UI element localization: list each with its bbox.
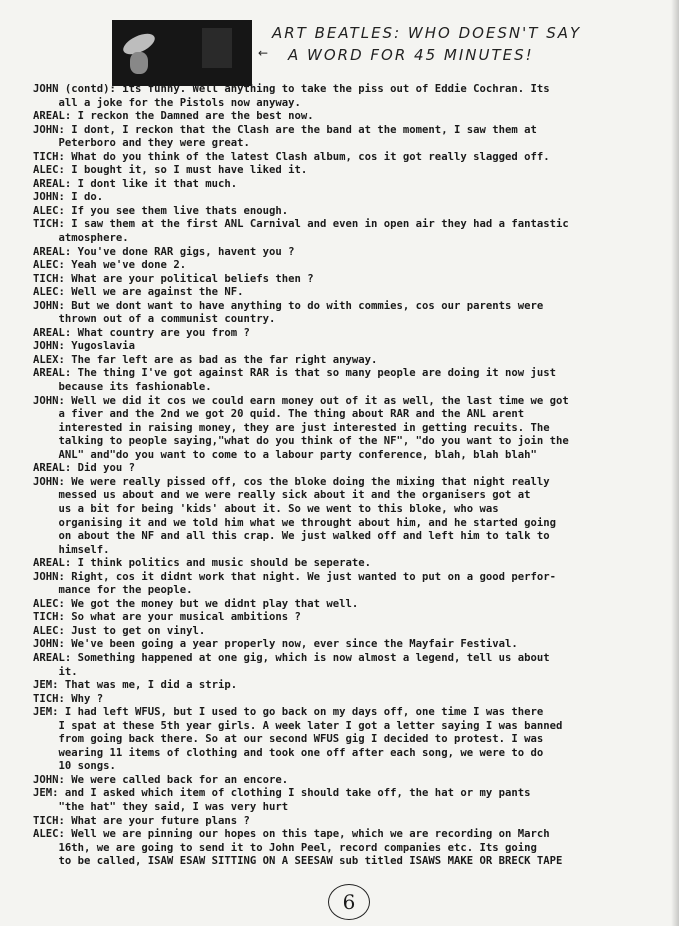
- interview-line: himself.: [33, 543, 110, 556]
- interview-line: from going back there. So at our second WFUS gig I decided to protest. I was: [33, 733, 544, 746]
- interview-line: wearing 11 items of clothing and took one off after each song, we were to do: [33, 746, 544, 759]
- interview-line: because its fashionable.: [33, 381, 212, 394]
- interview-line: AREAL: I dont like it that much.: [33, 177, 238, 190]
- interview-line: TICH: Why ?: [33, 692, 104, 705]
- interview-line: JOHN: We've been going a year properly now, ever since the Mayfair Festival.: [33, 638, 518, 651]
- interview-line: Peterboro and they were great.: [33, 137, 250, 150]
- interview-line: ALEC: I bought it, so I must have liked it.: [33, 164, 308, 177]
- interview-line: TICH: I saw them at the first ANL Carnival and even in open air they had a fantastic: [33, 218, 569, 231]
- interview-line: ALEC: If you see them live thats enough.: [33, 204, 289, 217]
- interview-line: ALEC: Well we are against the NF.: [33, 286, 244, 299]
- band-photo: [112, 20, 252, 86]
- interview-line: to be called, ISAW ESAW SITTING ON A SEESAW sub titled ISAWS MAKE OR BRECK TAPE: [33, 855, 563, 868]
- interview-line: mance for the people.: [33, 584, 193, 597]
- interview-line: JOHN: I dont, I reckon that the Clash are the band at the moment, I saw them at: [33, 123, 537, 136]
- interview-line: ALEC: Well we are pinning our hopes on this tape, which we are recording on March: [33, 828, 550, 841]
- interview-line: ANL" and"do you want to come to a labour party conference, blah, blah blah": [33, 448, 537, 461]
- interview-line: all a joke for the Pistols now anyway.: [33, 96, 301, 109]
- interview-line: AREAL: The thing I've got against RAR is that so many people are doing it now just: [33, 367, 556, 380]
- interview-line: JOHN: Right, cos it didnt work that night. We just wanted to put on a good perfor-: [33, 570, 556, 583]
- page-number: 6: [328, 884, 370, 920]
- interview-line: TICH: So what are your musical ambitions ?: [33, 611, 301, 624]
- interview-line: us a bit for being 'kids' about it. So we went to this bloke, who was: [33, 502, 499, 515]
- interview-line: 16th, we are going to send it to John Peel, record companies etc. Its going: [33, 841, 537, 854]
- interview-line: JOHN: But we dont want to have anything to do with commies, cos our parents were: [33, 299, 544, 312]
- interview-line: on about the NF and all this crap. We just walked off and left him to talk to: [33, 530, 550, 543]
- caption-arrow-icon: ←: [258, 46, 271, 60]
- interview-line: interested in raising money, they are just interested in getting recuits. The: [33, 421, 550, 434]
- interview-line: JOHN: We were called back for an encore.: [33, 773, 289, 786]
- page-edge-shadow: [671, 0, 679, 926]
- interview-line: JOHN: I do.: [33, 191, 104, 204]
- photo-caption: [258, 22, 672, 66]
- interview-line: ALEC: Just to get on vinyl.: [33, 624, 206, 637]
- interview-line: TICH: What are your political beliefs then ?: [33, 272, 314, 285]
- interview-line: organising it and we told him what we throught about him, and he started going: [33, 516, 556, 529]
- caption-line-2: A WORD FOR 45 MINUTES!: [288, 46, 534, 64]
- interview-line: ALEX: The far left are as bad as the far right anyway.: [33, 353, 378, 366]
- interview-line: I spat at these 5th year girls. A week later I got a letter saying I was banned: [33, 719, 563, 732]
- interview-text: [33, 83, 661, 869]
- interview-line: talking to people saying,"what do you think of the NF", "do you want to join the: [33, 435, 569, 448]
- interview-line: AREAL: Did you ?: [33, 462, 136, 475]
- interview-line: 10 songs.: [33, 760, 116, 773]
- interview-line: "the hat" they said, I was very hurt: [33, 800, 289, 813]
- interview-line: AREAL: I think politics and music should be seperate.: [33, 557, 372, 570]
- interview-line: it.: [33, 665, 78, 678]
- interview-line: atmosphere.: [33, 232, 129, 245]
- interview-line: TICH: What are your future plans ?: [33, 814, 250, 827]
- interview-line: JOHN: We were really pissed off, cos the bloke doing the mixing that night really: [33, 475, 550, 488]
- interview-line: ALEC: We got the money but we didnt play that well.: [33, 597, 359, 610]
- interview-line: JOHN (contd): its funny. Well anything to take the piss out of Eddie Cochran. Its: [33, 83, 550, 95]
- interview-line: AREAL: Something happened at one gig, which is now almost a legend, tell us about: [33, 651, 550, 664]
- interview-line: AREAL: You've done RAR gigs, havent you ?: [33, 245, 295, 258]
- interview-line: AREAL: What country are you from ?: [33, 326, 250, 339]
- interview-line: JEM: I had left WFUS, but I used to go back on my days off, one time I was there: [33, 706, 544, 719]
- interview-line: TICH: What do you think of the latest Clash album, cos it got really slagged off.: [33, 150, 550, 163]
- photo-figure: [130, 52, 148, 74]
- interview-line: messed us about and we were really sick about it and the organisers got at: [33, 489, 531, 502]
- interview-line: JEM: That was me, I did a strip.: [33, 679, 238, 692]
- caption-line-1: ART BEATLES: WHO DOESN'T SAY: [272, 24, 582, 42]
- interview-line: ALEC: Yeah we've done 2.: [33, 259, 187, 272]
- interview-line: JOHN: Yugoslavia: [33, 340, 136, 353]
- interview-line: JOHN: Well we did it cos we could earn money out of it as well, the last time we got: [33, 394, 569, 407]
- photo-shadow: [202, 28, 232, 68]
- interview-line: JEM: and I asked which item of clothing I should take off, the hat or my pants: [33, 787, 531, 800]
- interview-line: AREAL: I reckon the Damned are the best now.: [33, 110, 314, 123]
- interview-line: a fiver and the 2nd we got 20 quid. The thing about RAR and the ANL arent: [33, 408, 525, 421]
- interview-line: thrown out of a communist country.: [33, 313, 276, 326]
